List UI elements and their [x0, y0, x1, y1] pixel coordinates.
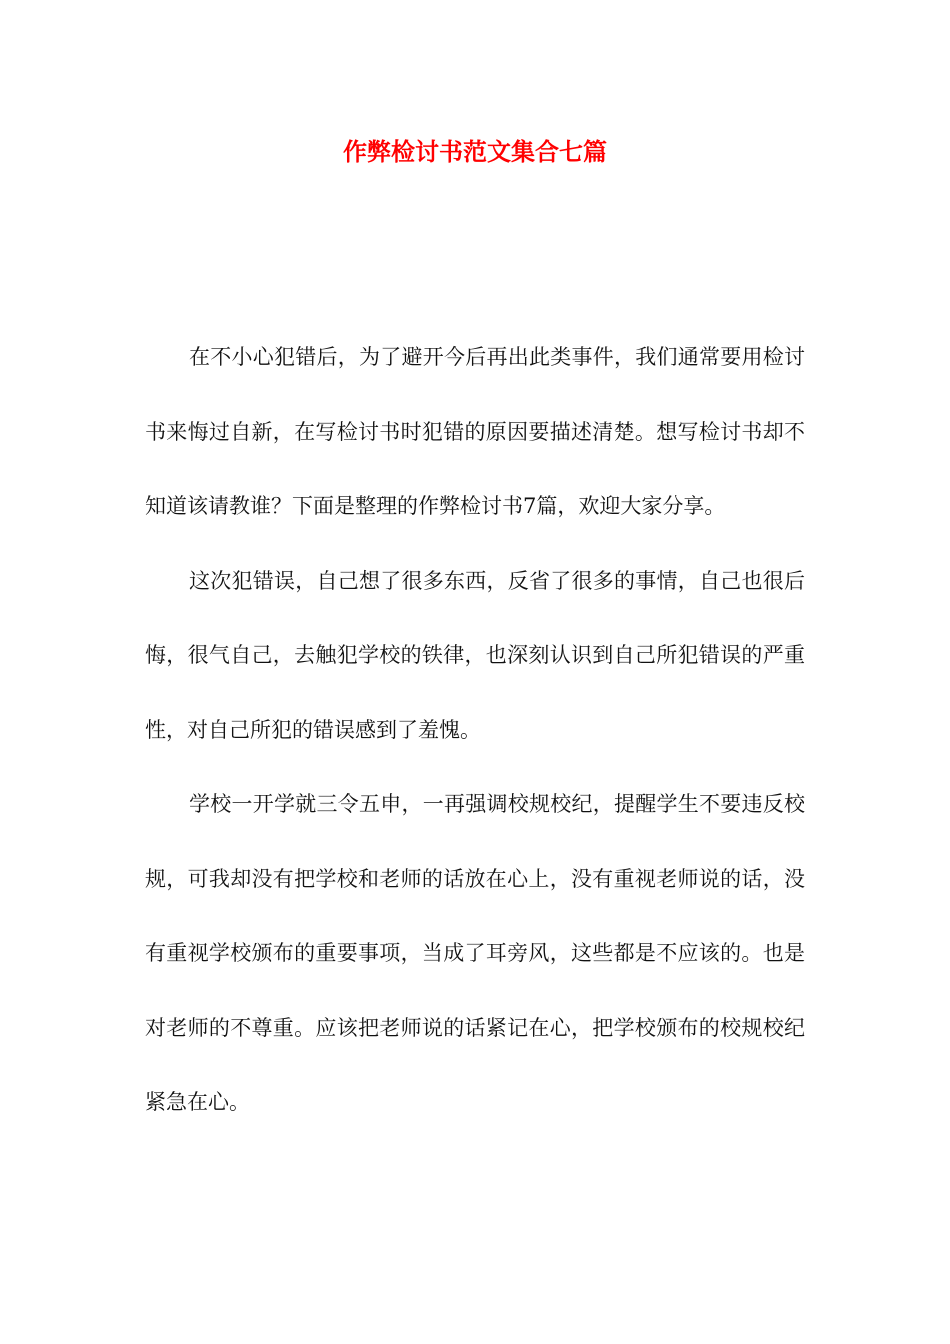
paragraph-reflection: 这次犯错误，自己想了很多东西，反省了很多的事情，自己也很后悔，很气自己，去触犯学校的铁律，也深刻认识到自己所犯错误的严重性，对自己所犯的错误感到了羞愧。	[145, 568, 805, 742]
paragraph-school-rules: 学校一开学就三令五申，一再强调校规校纪，提醒学生不要违反校规，可我却没有把学校和老师的话放在心上，没有重视老师说的话，没有重视学校颁布的重要事项，当成了耳旁风，这些都是不应该的。也是对老师的不尊重。应该把老师说的话紧记在心，把学校颁布的校规校纪紧急在心。	[145, 792, 805, 1114]
paragraph-intro: 在不小心犯错后，为了避开今后再出此类事件，我们通常要用检讨书来悔过自新，在写检讨书时犯错的原因要描述清楚。想写检讨书却不知道该请教谁？下面是整理的作弊检讨书7篇，欢迎大家分享。	[145, 345, 805, 518]
document-title: 作弊检讨书范文集合七篇	[343, 137, 607, 166]
document-body	[145, 320, 805, 1140]
